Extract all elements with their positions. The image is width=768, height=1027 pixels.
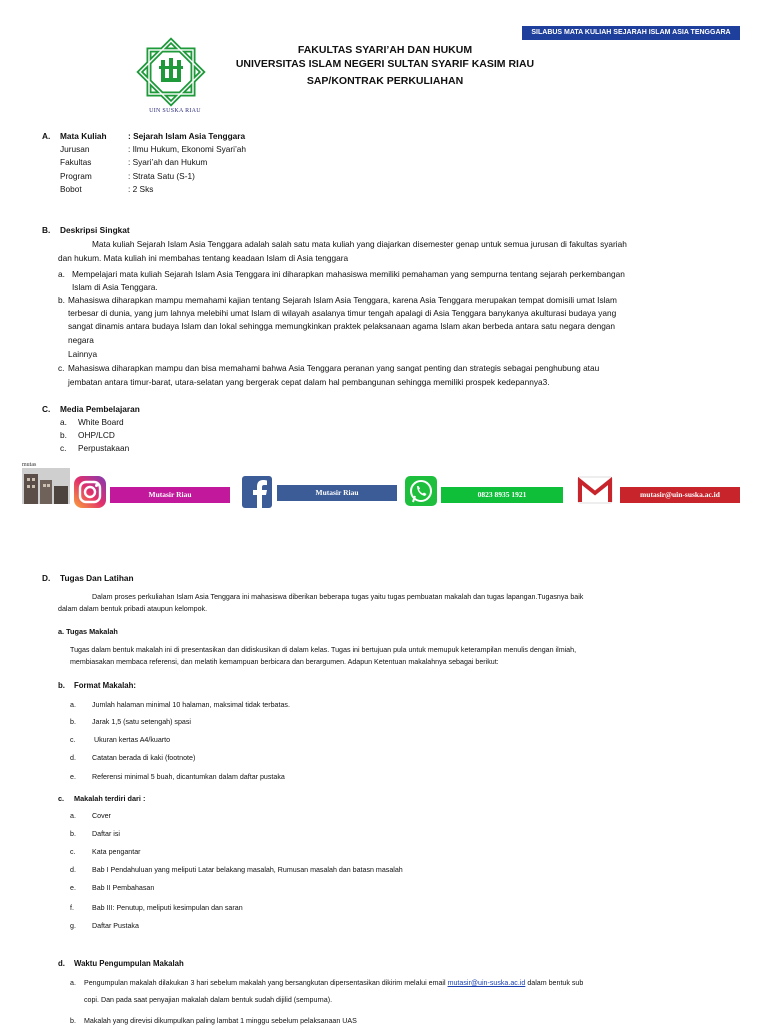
format-title-marker: b. <box>58 681 65 690</box>
objective-b-marker: b. <box>58 295 65 305</box>
deadline-a-line-2: copi. Dan pada saat penyajian makalah dalam bentuk sudah dijilid (sempurna). <box>84 996 333 1004</box>
media-c-text: Perpustakaan <box>78 443 130 453</box>
format-e-marker: e. <box>70 773 76 781</box>
part-b-marker: b. <box>70 830 76 838</box>
format-title: Format Makalah: <box>74 681 136 690</box>
deadline-title: Waktu Pengumpulan Makalah <box>74 959 184 968</box>
credits-value: : 2 Sks <box>128 184 154 194</box>
objective-a-marker: a. <box>58 269 65 279</box>
description-line-2: dan hukum. Mata kuliah ini membahas tentang keadaan Islam di Asia tenggara <box>58 253 349 263</box>
section-b-title: Deskripsi Singkat <box>60 225 130 235</box>
objective-b-line-2: terbesar di dunia, yang jum lahnya melebihi umat Islam di wilayah asalanya timur tengah apalagi di Asia Tenggara banykanya akulturasi budaya yang <box>68 308 617 318</box>
objective-b-line-3: sangat dinamis antara budaya Islam dan lokal sehingga memungkinkan praktek pelaksanaan agama Islam akan berbeda antara satu negara dengan <box>68 321 616 331</box>
uin-suska-logo <box>133 36 209 108</box>
media-b-marker: b. <box>60 430 67 440</box>
building-photo-icon <box>22 468 70 504</box>
description-line-1: Mata kuliah Sejarah Islam Asia Tenggara adalah salah satu mata kuliah yang diajarkan disemester genap untuk semua jurusan di fakultas syariah <box>92 239 627 249</box>
faculty-label: Fakultas <box>60 157 92 167</box>
media-b-text: OHP/LCD <box>78 430 115 440</box>
part-e-text: Bab II Pembahasan <box>92 884 155 892</box>
format-d-marker: d. <box>70 754 76 762</box>
format-c-marker: c. <box>70 736 76 744</box>
department-label: Jurusan <box>60 144 90 154</box>
part-c-marker: c. <box>70 848 76 856</box>
deadline-a-text-1: Pengumpulan makalah dilakukan 3 hari sebelum makalah yang bersangkutan dipersentasikan dikirim melalui email <box>84 979 448 987</box>
part-g-marker: g. <box>70 922 76 930</box>
whatsapp-number[interactable]: 0823 8935 1921 <box>441 487 563 503</box>
objective-a-line-1: Mempelajari mata kuliah Sejarah Islam Asia Tenggara ini diharapkan mahasiswa memiliki pemahaman yang sempurna tentang sejarah perkembangan <box>72 269 625 279</box>
media-a-text: White Board <box>78 417 124 427</box>
email-address[interactable]: mutasir@uin-suska.ac.id <box>620 487 740 503</box>
university-title: UNIVERSITAS ISLAM NEGERI SULTAN SYARIF KASIM RIAU <box>235 58 535 70</box>
part-d-marker: d. <box>70 866 76 874</box>
part-g-text: Daftar Pustaka <box>92 922 139 930</box>
email-link[interactable]: mutasir@uin-suska.ac.id <box>447 979 526 987</box>
format-d-text: Catatan berada di kaki (footnote) <box>92 754 196 762</box>
part-e-marker: e. <box>70 884 76 892</box>
paper-task-title: a. Tugas Makalah <box>58 627 118 636</box>
section-c-title: Media Pembelajaran <box>60 404 140 414</box>
objective-c-marker: c. <box>58 363 65 373</box>
objective-c-line-2: jembatan antara timur-barat, utara-selatan yang bergerak cepat dalam hal pembangunan sehingga memiliki prospek kedepannya3. <box>68 377 550 387</box>
logo-caption: UIN SUSKA RIAU <box>149 108 201 114</box>
deadline-a-line-1 <box>84 978 583 989</box>
paper-task-line-2: membiasakan membaca referensi, dan melatih kemampuan berbicara dan berargumen. Adapun Ketentuan makalahnya sebagai berikut: <box>70 658 499 666</box>
credits-label: Bobot <box>60 184 82 194</box>
format-a-text: Jumlah halaman minimal 10 halaman, maksimal tidak terbatas. <box>92 701 290 709</box>
format-b-marker: b. <box>70 718 76 726</box>
email-icon[interactable] <box>577 476 613 504</box>
tasks-intro-line-1: Dalam proses perkuliahan Islam Asia Tenggara ini mahasiswa diberikan beberapa tugas yaitu tugas pembuatan makalah dan tugas lapangan.Tugasnya baik <box>92 593 584 601</box>
faculty-value: : Syari’ah dan Hukum <box>128 157 208 167</box>
facebook-icon[interactable] <box>242 476 272 508</box>
instagram-icon[interactable] <box>74 476 106 508</box>
format-a-marker: a. <box>70 701 76 709</box>
part-f-marker: f. <box>70 904 74 912</box>
facebook-handle[interactable]: Mutasir Riau <box>277 485 397 501</box>
media-a-marker: a. <box>60 417 67 427</box>
deadline-a-marker: a. <box>70 979 76 987</box>
instagram-handle[interactable]: Mutasir Riau <box>110 487 230 503</box>
deadline-b-text: Makalah yang direvisi dikumpulkan paling lambat 1 minggu sebelum pelaksanaan UAS <box>84 1017 357 1025</box>
tasks-intro-line-2: dalam dalam bentuk pribadi ataupun kelompok. <box>58 605 208 613</box>
section-a-letter: A. <box>42 131 51 141</box>
whatsapp-icon[interactable] <box>405 476 437 506</box>
program-label: Program <box>60 171 92 181</box>
format-c-text: Ukuran kertas A4/kuarto <box>92 736 171 744</box>
section-b-letter: B. <box>42 225 51 235</box>
objective-b-line-1: Mahasiswa diharapkan mampu memahami kajian tentang Sejarah Islam Asia Tenggara, karena Asia Tenggara merupakan tempat domisili umat Islam <box>68 295 617 305</box>
part-d-text: Bab I Pendahuluan yang meliputi Latar belakang masalah, Rumusan masalah dan batasn masalah <box>92 866 403 874</box>
paper-task-line-1: Tugas dalam bentuk makalah ini di presentasikan dan didiskusikan di dalam kelas. Tugas ini bertujuan pula untuk memupuk keterampilan menulis dengan ilmiah, <box>70 646 577 654</box>
part-a-marker: a. <box>70 812 76 820</box>
part-c-text: Kata pengantar <box>92 848 141 856</box>
course-label: Mata Kuliah <box>60 131 107 141</box>
faculty-title: FAKULTAS SYARI’AH DAN HUKUM <box>297 44 473 56</box>
course-value: : Sejarah Islam Asia Tenggara <box>128 131 246 141</box>
syllabus-tag: SILABUS MATA KULIAH SEJARAH ISLAM ASIA TENGGARA <box>522 26 740 40</box>
format-b-text: Jarak 1,5 (satu setengah) spasi <box>92 718 191 726</box>
banner-small-label: mutas <box>22 462 37 468</box>
department-value: : Ilmu Hukum, Ekonomi Syari’ah <box>128 144 247 154</box>
sap-title: SAP/KONTRAK PERKULIAHAN <box>306 75 464 87</box>
section-d-title: Tugas Dan Latihan <box>60 573 134 583</box>
format-e-text: Referensi minimal 5 buah, dicantumkan dalam daftar pustaka <box>92 773 285 781</box>
objective-b-line-4: negara <box>68 335 94 345</box>
objective-c-line-1: Mahasiswa diharapkan mampu dan bisa memahami bahwa Asia Tenggara peranan yang sangat penting dan strategis sebagai penghubung atau <box>68 363 600 373</box>
program-value: : Strata Satu (S-1) <box>128 171 195 181</box>
part-a-text: Cover <box>92 812 111 820</box>
part-f-text: Bab III: Penutup, meliputi kesimpulan dan saran <box>92 904 243 912</box>
deadline-title-marker: d. <box>58 959 65 968</box>
section-c-letter: C. <box>42 404 51 414</box>
objective-b-line-5: Lainnya <box>68 349 98 359</box>
section-d-letter: D. <box>42 573 51 583</box>
media-c-marker: c. <box>60 443 67 453</box>
objective-a-line-2: Islam di Asia Tenggara. <box>72 282 158 292</box>
part-b-text: Daftar isi <box>92 830 120 838</box>
deadline-a-text-2: dalam bentuk sub <box>525 979 584 987</box>
structure-title: Makalah terdiri dari : <box>74 794 146 803</box>
deadline-b-marker: b. <box>70 1017 76 1025</box>
structure-title-marker: c. <box>58 794 65 803</box>
